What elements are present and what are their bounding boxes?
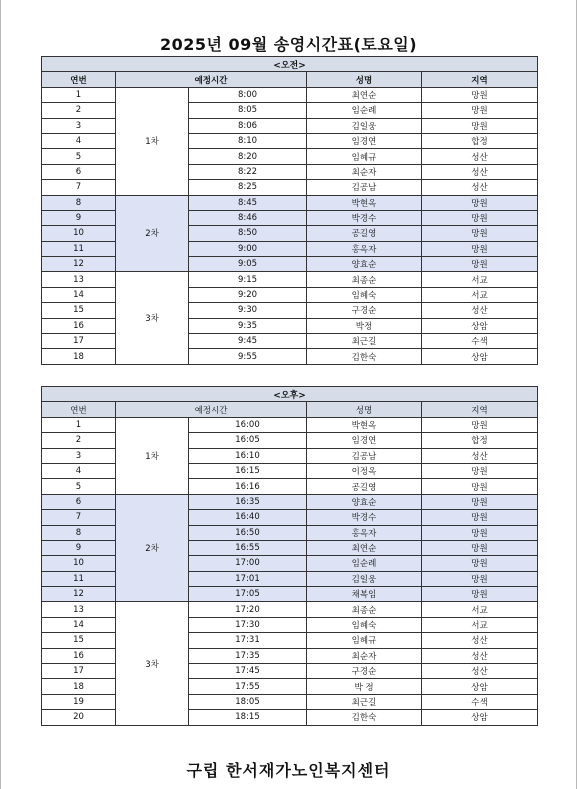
row-number-cell: 5 [42,149,116,164]
time-cell: 9:20 [189,287,307,302]
area-cell: 상암 [422,349,538,364]
time-cell: 9:30 [189,303,307,318]
time-cell: 9:15 [189,272,307,287]
area-cell: 망원 [422,479,538,494]
name-cell: 김한숙 [307,710,422,725]
row-number-cell: 16 [42,318,116,333]
page-title: 2025년 09월 송영시간표(토요일) [159,35,418,54]
time-cell: 16:05 [189,433,307,448]
table-row [42,195,538,210]
row-number-cell: 2 [42,103,116,118]
area-cell: 망원 [422,87,538,102]
row-number-cell: 3 [42,118,116,133]
row-number-cell: 2 [42,433,116,448]
name-cell: 최근길 [307,334,422,349]
area-cell: 성산 [422,180,538,195]
row-number-cell: 14 [42,617,116,632]
name-cell: 이정옥 [307,463,422,478]
name-cell: 박경수 [307,210,422,225]
time-cell: 8:20 [189,149,307,164]
name-cell: 양효순 [307,257,422,272]
table-row [42,272,538,287]
time-cell: 9:55 [189,349,307,364]
time-cell: 17:05 [189,587,307,602]
time-cell: 18:15 [189,710,307,725]
row-number-cell: 8 [42,525,116,540]
name-cell: 공길영 [307,479,422,494]
area-cell: 서교 [422,287,538,302]
group-cell: 2차 [116,494,189,602]
row-number-cell: 18 [42,679,116,694]
column-header-name: 성명 [307,72,422,87]
name-cell: 박경수 [307,510,422,525]
group-cell: 1차 [116,87,189,195]
time-cell: 17:55 [189,679,307,694]
row-number-cell: 7 [42,510,116,525]
name-cell: 김공남 [307,448,422,463]
time-cell: 8:25 [189,180,307,195]
area-cell: 성산 [422,149,538,164]
area-cell: 망원 [422,540,538,555]
name-cell: 최순자 [307,164,422,179]
column-header-area: 지역 [422,72,538,87]
time-cell: 17:31 [189,633,307,648]
column-header-area: 지역 [422,402,538,417]
time-cell: 8:05 [189,103,307,118]
row-number-cell: 1 [42,87,116,102]
time-cell: 17:01 [189,571,307,586]
row-number-cell: 6 [42,494,116,509]
name-cell: 최연순 [307,87,422,102]
area-cell: 망원 [422,587,538,602]
time-cell: 9:05 [189,257,307,272]
group-cell: 1차 [116,417,189,494]
time-cell: 9:35 [189,318,307,333]
name-cell: 채복임 [307,587,422,602]
area-cell: 망원 [422,571,538,586]
area-cell: 성산 [422,164,538,179]
name-cell: 임혜규 [307,633,422,648]
time-cell: 16:40 [189,510,307,525]
name-cell: 김일웅 [307,571,422,586]
name-cell: 박정 [307,318,422,333]
center-name-footer: 구립 한서재가노인복지센터 [186,761,391,780]
table-row [42,87,538,102]
area-cell: 망원 [422,241,538,256]
name-cell: 홍옥자 [307,525,422,540]
name-cell: 홍옥자 [307,241,422,256]
time-cell: 16:10 [189,448,307,463]
area-cell: 서교 [422,602,538,617]
afternoon-banner: <오후> [42,387,538,402]
name-cell: 구경순 [307,303,422,318]
area-cell: 망원 [422,556,538,571]
name-cell: 공길영 [307,226,422,241]
table-row [42,602,538,617]
name-cell: 임순례 [307,556,422,571]
row-number-cell: 11 [42,571,116,586]
time-cell: 17:35 [189,648,307,663]
area-cell: 성산 [422,664,538,679]
time-cell: 8:06 [189,118,307,133]
area-cell: 망원 [422,510,538,525]
row-number-cell: 16 [42,648,116,663]
name-cell: 김한숙 [307,349,422,364]
name-cell: 임경연 [307,133,422,148]
row-number-cell: 4 [42,133,116,148]
column-header-time: 예정시간 [116,402,307,417]
group-cell: 3차 [116,602,189,725]
row-number-cell: 9 [42,540,116,555]
row-number-cell: 7 [42,180,116,195]
time-cell: 16:50 [189,525,307,540]
name-cell: 구경순 [307,664,422,679]
row-number-cell: 4 [42,463,116,478]
time-cell: 8:10 [189,133,307,148]
time-cell: 9:00 [189,241,307,256]
row-number-cell: 10 [42,556,116,571]
area-cell: 망원 [422,103,538,118]
area-cell: 망원 [422,257,538,272]
area-cell: 망원 [422,463,538,478]
time-cell: 16:16 [189,479,307,494]
row-number-cell: 17 [42,664,116,679]
time-cell: 17:45 [189,664,307,679]
row-number-cell: 1 [42,417,116,432]
row-number-cell: 19 [42,694,116,709]
name-cell: 임경연 [307,433,422,448]
name-cell: 최순자 [307,648,422,663]
area-cell: 상암 [422,318,538,333]
name-cell: 최근길 [307,694,422,709]
name-cell: 임혜숙 [307,287,422,302]
page-edge-left [0,0,1,789]
name-cell: 박현옥 [307,417,422,432]
time-cell: 17:00 [189,556,307,571]
row-number-cell: 12 [42,257,116,272]
area-cell: 성산 [422,448,538,463]
time-cell: 8:50 [189,226,307,241]
area-cell: 성산 [422,303,538,318]
name-cell: 김일웅 [307,118,422,133]
name-cell: 김공남 [307,180,422,195]
afternoon-schedule-table [41,386,538,726]
area-cell: 성산 [422,648,538,663]
area-cell: 망원 [422,118,538,133]
time-cell: 8:00 [189,87,307,102]
name-cell: 최종순 [307,272,422,287]
time-cell: 18:05 [189,694,307,709]
area-cell: 성산 [422,633,538,648]
name-cell: 임혜숙 [307,617,422,632]
area-cell: 망원 [422,494,538,509]
area-cell: 서교 [422,272,538,287]
group-cell: 3차 [116,272,189,364]
time-cell: 16:00 [189,417,307,432]
morning-schedule-table [41,56,538,365]
time-cell: 8:45 [189,195,307,210]
row-number-cell: 15 [42,633,116,648]
name-cell: 박현옥 [307,195,422,210]
area-cell: 망원 [422,195,538,210]
name-cell: 최종순 [307,602,422,617]
name-cell: 박 정 [307,679,422,694]
area-cell: 망원 [422,417,538,432]
row-number-cell: 5 [42,479,116,494]
time-cell: 16:15 [189,463,307,478]
column-header-no: 연번 [42,72,116,87]
row-number-cell: 14 [42,287,116,302]
time-cell: 17:30 [189,617,307,632]
column-header-name: 성명 [307,402,422,417]
row-number-cell: 20 [42,710,116,725]
time-cell: 16:35 [189,494,307,509]
row-number-cell: 11 [42,241,116,256]
row-number-cell: 13 [42,272,116,287]
name-cell: 최연순 [307,540,422,555]
area-cell: 합정 [422,433,538,448]
name-cell: 임혜규 [307,149,422,164]
area-cell: 상암 [422,679,538,694]
row-number-cell: 8 [42,195,116,210]
table-row [42,417,538,432]
name-cell: 임순례 [307,103,422,118]
area-cell: 망원 [422,210,538,225]
area-cell: 상암 [422,710,538,725]
name-cell: 양효순 [307,494,422,509]
row-number-cell: 17 [42,334,116,349]
column-header-no: 연번 [42,402,116,417]
area-cell: 수색 [422,694,538,709]
row-number-cell: 10 [42,226,116,241]
table-row [42,494,538,509]
time-cell: 8:22 [189,164,307,179]
area-cell: 망원 [422,226,538,241]
area-cell: 수색 [422,334,538,349]
row-number-cell: 13 [42,602,116,617]
row-number-cell: 12 [42,587,116,602]
area-cell: 합정 [422,133,538,148]
column-header-time: 예정시간 [116,72,307,87]
time-cell: 8:46 [189,210,307,225]
area-cell: 서교 [422,617,538,632]
row-number-cell: 9 [42,210,116,225]
time-cell: 16:55 [189,540,307,555]
time-cell: 17:20 [189,602,307,617]
area-cell: 망원 [422,525,538,540]
row-number-cell: 6 [42,164,116,179]
time-cell: 9:45 [189,334,307,349]
group-cell: 2차 [116,195,189,272]
row-number-cell: 18 [42,349,116,364]
morning-banner: <오전> [42,57,538,72]
row-number-cell: 3 [42,448,116,463]
row-number-cell: 15 [42,303,116,318]
